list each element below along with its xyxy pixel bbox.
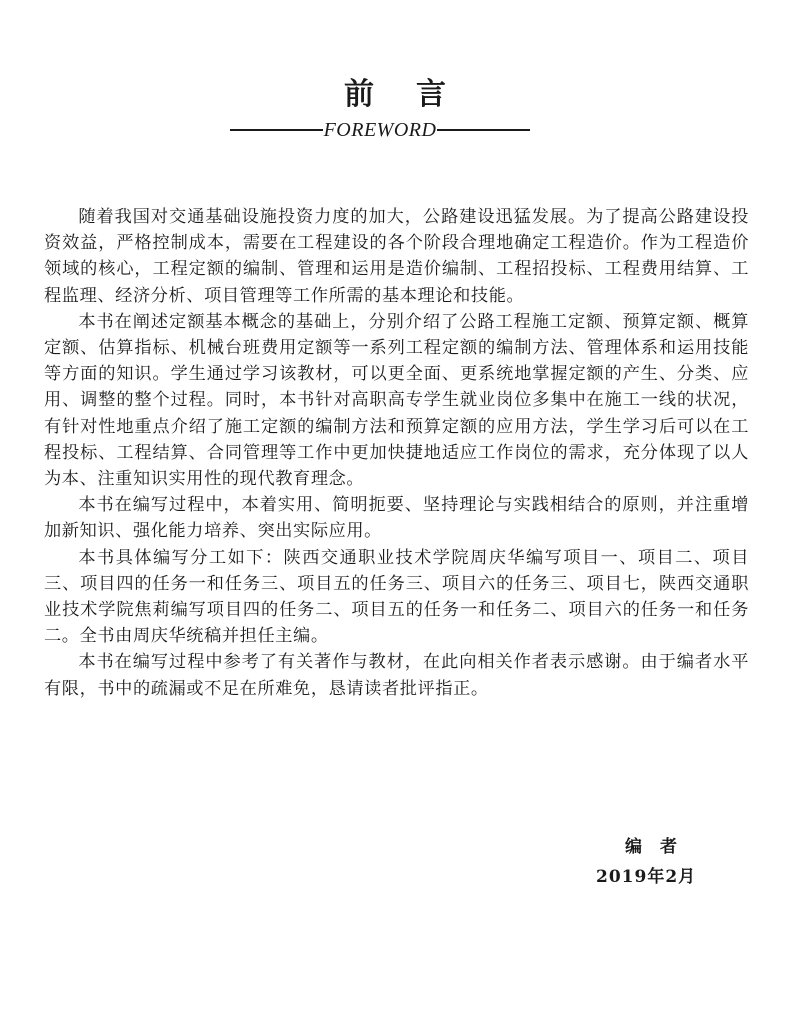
subtitle-rule-right [437, 129, 530, 131]
paragraph: 本书在阐述定额基本概念的基础上，分别介绍了公路工程施工定额、预算定额、概算定额、估算指标、机械台班费用定额等一系列工程定额的编制方法、管理体系和运用技能等方面的知识。学生通过学习该教材，可以更全面、更系统地掌握定额的产生、分类、应用、调整的整个过程。同时，本书针对高职高专学生就业岗位多集中在施工一线的状况，有针对性地重点介绍了施工定额的编制方法和预算定额的应用方法，学生学习后可以在工程投标、工程结算、合同管理等工作中更加快捷地适应工作岗位的需求，充分体现了以人为本、注重知识实用性的现代教育理念。 [44, 311, 749, 490]
foreword-body [44, 204, 749, 702]
subtitle-row [230, 118, 530, 142]
paragraph: 随着我国对交通基础设施投资力度的加大，公路建设迅猛发展。为了提高公路建设投资效益，严格控制成本，需要在工程建设的各个阶段合理地确定工程造价。作为工程造价领域的核心，工程定额的编制、管理和运用是造价编制、工程招投标、工程费用结算、工程监理、经济分析、项目管理等工作所需的基本理论和技能。 [44, 207, 749, 306]
page-title: 前言 [344, 77, 488, 112]
paragraph: 本书具体编写分工如下：陕西交通职业技术学院周庆华编写项目一、项目二、项目三、项目四的任务一和任务三、项目五的任务三、项目六的任务三、项目七，陕西交通职业技术学院焦莉编写项目四的任务二、项目五的任务一和任务二、项目六的任务一和任务二。全书由周庆华统稿并担任主编。 [44, 547, 749, 647]
signature-author: 编者 [625, 837, 695, 857]
signature-date: 2019年2月 [596, 867, 697, 887]
subtitle-rule-left [230, 129, 323, 131]
paragraph: 本书在编写过程中，本着实用、简明扼要、坚持理论与实践相结合的原则，并注重增加新知识、强化能力培养、突出实际应用。 [44, 495, 749, 542]
page-subtitle: FOREWORD [323, 119, 437, 141]
paragraph: 本书在编写过程中参考了有关著作与教材，在此向相关作者表示感谢。由于编者水平有限，书中的疏漏或不足在所难免，恳请读者批评指正。 [44, 652, 749, 699]
